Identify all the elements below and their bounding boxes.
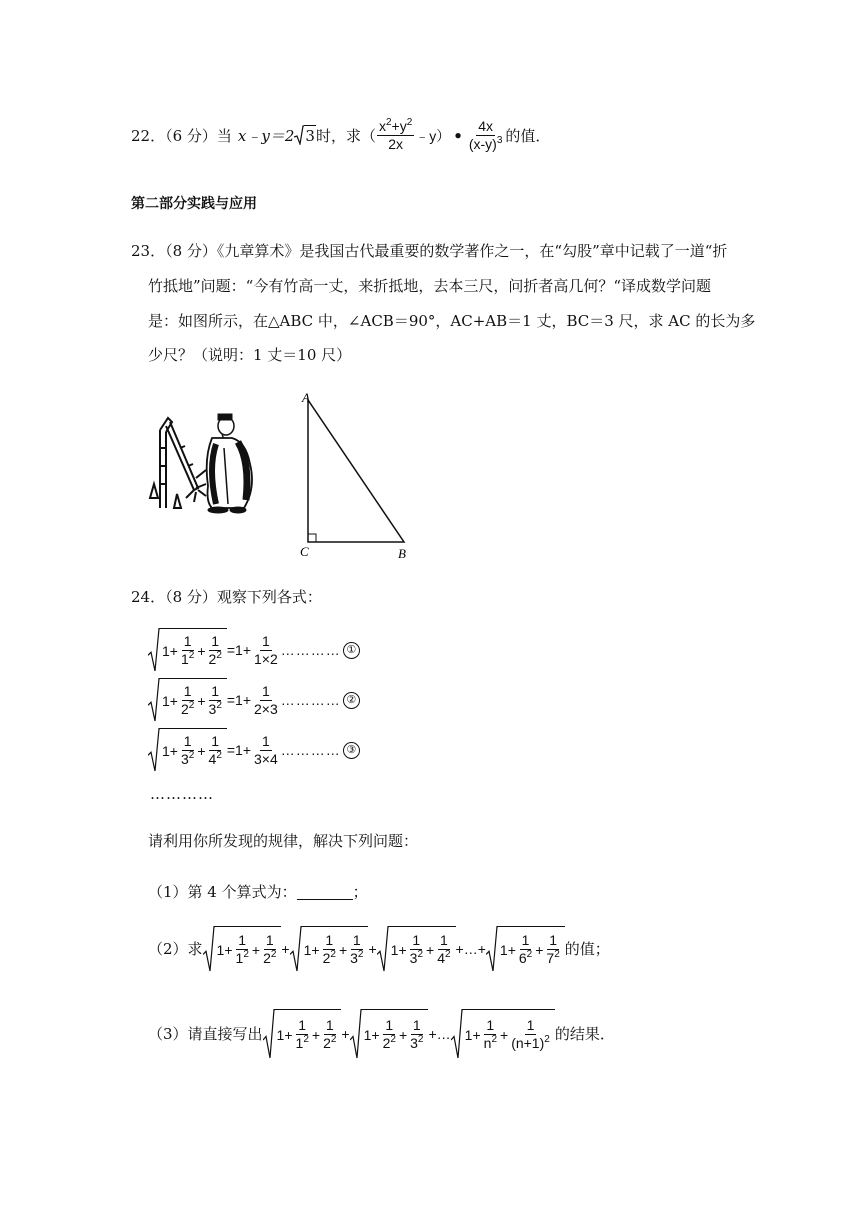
q24-part-3: （3）请直接写出 1+ $\frac{1}{1^2}$ + $\frac{1}{2^2}$ + 1+ $\frac{1}{2^2}$ + $\frac{1}{3^2}$ +… 1+ $\frac{1}{n^2}$ + $\frac{1}{(n+1)^2}$ 的结果． xyxy=(148,1006,615,1062)
circled-number: ① xyxy=(343,642,360,659)
fraction-inverse-square: $\frac{1}{3^2}$ xyxy=(180,733,195,767)
q22-mid: 时，求（ xyxy=(315,126,376,145)
fraction-inverse-square: $\frac{1}{3^2}$ xyxy=(410,1017,424,1051)
fraction-inverse-square: $\frac{1}{2^2}$ xyxy=(180,683,195,717)
q22 xyxy=(131,118,550,153)
q22-number: 22．（6 分）当 xyxy=(131,126,232,145)
sqrt-term: 1+ $\frac{1}{1^2}$ + $\frac{1}{2^2}$ xyxy=(148,628,227,672)
equation-row: 1+ $\frac{1}{1^2}$ + $\frac{1}{2^2}$ =1+ $\frac{1}{1\times 2}$ ………… ① xyxy=(148,628,360,672)
fraction-product: $\frac{1}{1\times 2}$ xyxy=(254,632,278,667)
sqrt-term: 1+ $\frac{1}{6^2}$ + $\frac{1}{7^2}$ xyxy=(486,926,565,972)
q22-fraction-2: $\frac{4x}{(x-y)^3}$ xyxy=(468,118,503,152)
fraction-product: $\frac{1}{2\times 3}$ xyxy=(254,682,278,717)
q23-line-2: 竹抵地”问题：“今有竹高一丈，来折抵地，去本三尺，问折者高几何？“译成数学问题 xyxy=(148,277,712,295)
fraction-inverse-square: $\frac{1}{4^2}$ xyxy=(437,932,451,966)
sqrt-term: 1+ $\frac{1}{3^2}$ + $\frac{1}{4^2}$ xyxy=(377,926,456,972)
q22-times: • xyxy=(453,126,463,145)
fraction-inverse-square: $\frac{1}{2^2}$ xyxy=(323,1017,337,1051)
answer-blank[interactable] xyxy=(297,885,353,900)
q24-dots: ………… xyxy=(150,785,214,803)
q24-equation-list xyxy=(148,628,360,778)
fraction-inverse-square: $\frac{1}{2^2}$ xyxy=(382,1017,396,1051)
fraction-product: $\frac{1}{3\times 4}$ xyxy=(254,732,278,767)
sqrt-three: 3 xyxy=(294,125,316,146)
circled-number: ③ xyxy=(343,742,360,759)
label-a: A xyxy=(302,390,310,405)
sqrt-term: 1+ $\frac{1}{2^2}$ + $\frac{1}{3^2}$ xyxy=(350,1009,429,1059)
triangle-shape xyxy=(308,400,404,542)
q22-minus-y: ﹣y） xyxy=(415,127,451,144)
fraction-inverse-square: $\frac{1}{1^2}$ xyxy=(180,633,195,667)
label-b: B xyxy=(398,546,406,560)
q24-prompt: 请利用你所发现的规律，解决下列问题： xyxy=(148,832,419,850)
equation-row: 1+ $\frac{1}{3^2}$ + $\frac{1}{4^2}$ =1+ $\frac{1}{3\times 4}$ ………… ③ xyxy=(148,728,360,772)
fraction-inverse-square: $\frac{1}{6^2}$ xyxy=(518,932,533,966)
fraction-inverse-n-square: $\frac{1}{n^2}$ xyxy=(483,1017,497,1051)
q23-line-3: 是：如图所示，在△ABC 中，∠ACB＝90°，AC+AB＝1 丈，BC＝3 尺，求 AC 的长为多 xyxy=(148,312,756,330)
fraction-inverse-square: $\frac{1}{2^2}$ xyxy=(263,932,277,966)
sqrt-term: 1+ $\frac{1}{1^2}$ + $\frac{1}{2^2}$ xyxy=(263,1009,342,1059)
fraction-inverse-square: $\frac{1}{4^2}$ xyxy=(208,733,222,767)
fraction-inverse-square: $\frac{1}{2^2}$ xyxy=(208,633,222,667)
sqrt-term: 1+ $\frac{1}{2^2}$ + $\frac{1}{3^2}$ xyxy=(148,678,227,722)
sqrt-term: 1+ $\frac{1}{1^2}$ + $\frac{1}{2^2}$ xyxy=(203,926,282,972)
label-c: C xyxy=(300,544,309,559)
equation-row: 1+ $\frac{1}{2^2}$ + $\frac{1}{3^2}$ =1+ $\frac{1}{2\times 3}$ ………… ② xyxy=(148,678,360,722)
fraction-inverse-square: $\frac{1}{3^2}$ xyxy=(208,683,222,717)
fraction-inverse-square: $\frac{1}{3^2}$ xyxy=(409,932,423,966)
section-title: 第二部分实践与应用 xyxy=(131,196,257,212)
triangle-abc-diagram xyxy=(296,390,416,560)
sqrt-term: 1+ $\frac{1}{3^2}$ + $\frac{1}{4^2}$ xyxy=(148,728,227,772)
q23-line-1: 23．（8 分）《九章算术》是我国古代最重要的数学著作之一，在“勾股”章中记载了一道“折 xyxy=(131,242,728,260)
q23-line-4: 少尺？（说明：1 丈＝10 尺） xyxy=(148,346,352,364)
q24-part-2: （2）求 1+ $\frac{1}{1^2}$ + $\frac{1}{2^2}$ + 1+ $\frac{1}{2^2}$ + $\frac{1}{3^2}$ + 1+ $\frac{1}{3^2}$ + $\frac{1}{4^2}$ +…+ 1+ $\frac{1}{6^2}$ + $\frac{1}{7^2}$ 的值； xyxy=(148,924,610,974)
q22-fraction-1: $\frac{x^2+y^2}{2x}$ xyxy=(378,117,413,152)
fraction-inverse-square: $\frac{1}{1^2}$ xyxy=(295,1017,309,1051)
sqrt-term-general: 1+ $\frac{1}{n^2}$ + $\frac{1}{(n+1)^2}$ xyxy=(451,1009,555,1059)
bamboo-scholar-illustration xyxy=(146,408,260,516)
fraction-inverse-square: $\frac{1}{3^2}$ xyxy=(350,932,364,966)
q24-header: 24．（8 分）观察下列各式： xyxy=(131,588,322,606)
q22-condition: x﹣y＝2 xyxy=(237,126,295,145)
fraction-inverse-square: $\frac{1}{2^2}$ xyxy=(322,932,336,966)
circled-number: ② xyxy=(343,692,360,709)
q24-part-1: （1）第 4 个算式为： ； xyxy=(148,883,368,901)
q22-tail: 的值． xyxy=(505,126,551,145)
fraction-inverse-square: $\frac{1}{1^2}$ xyxy=(235,932,249,966)
right-angle-mark xyxy=(308,534,316,542)
sqrt-term: 1+ $\frac{1}{2^2}$ + $\frac{1}{3^2}$ xyxy=(290,926,369,972)
fraction-inverse-n1-square: $\frac{1}{(n+1)^2}$ xyxy=(511,1017,550,1051)
fraction-inverse-square: $\frac{1}{7^2}$ xyxy=(546,932,560,966)
